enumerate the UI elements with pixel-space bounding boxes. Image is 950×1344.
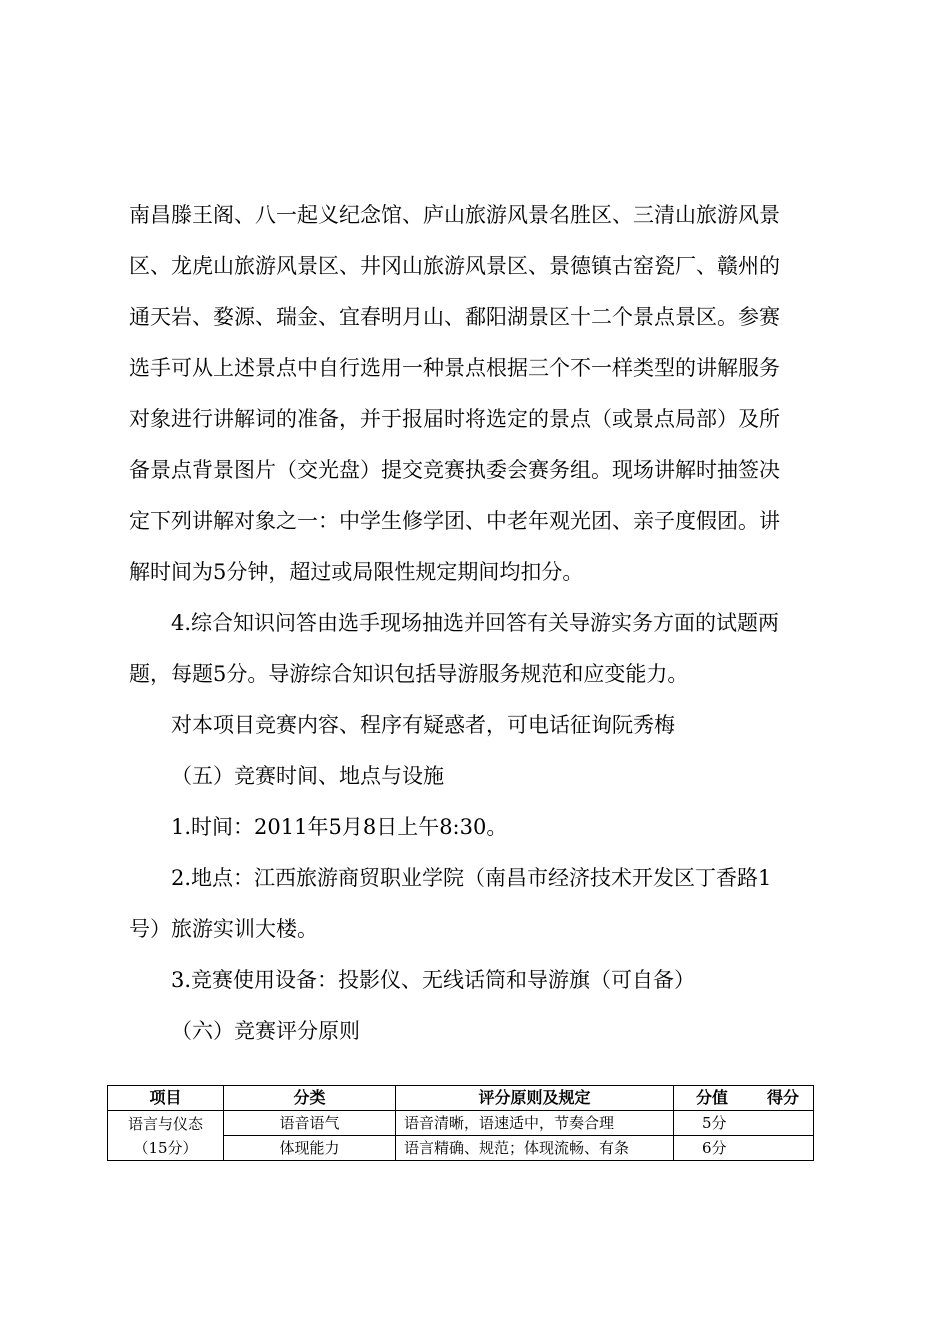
row-score: 5分: [674, 1111, 814, 1136]
text-line: 题，每题5分。导游综合知识包括导游服务规范和应变能力。: [129, 662, 689, 686]
text-line: 通天岩、婺源、瑞金、宜春明月山、鄱阳湖景区十二个景点景区。参赛: [129, 305, 780, 329]
scoring-table: [107, 1085, 814, 1161]
row-criteria: 语音清晰，语速适中，节奏合理: [396, 1111, 674, 1136]
paragraph-knowledge-qa: [129, 598, 829, 700]
text-line: 备景点背景图片（交光盘）提交竞赛执委会赛务组。现场讲解时抽签决: [129, 458, 780, 482]
text-line: 南昌滕王阁、八一起义纪念馆、庐山旅游风景名胜区、三清山旅游风景: [129, 203, 780, 227]
equipment-line: 3.竞赛使用设备：投影仪、无线话筒和导游旗（可自备）: [171, 968, 696, 992]
contact-text: 对本项目竞赛内容、程序有疑惑者，可电话征询阮秀梅: [171, 713, 675, 737]
row-category: 语音语气: [224, 1111, 396, 1136]
text-line: 选手可从上述景点中自行选用一种景点根据三个不一样类型的讲解服务: [129, 356, 780, 380]
place-line: 2.地点：江西旅游商贸职业学院（南昌市经济技术开发区丁香路1: [171, 866, 772, 890]
section-6: [129, 1006, 829, 1057]
row-score: 6分: [674, 1136, 814, 1161]
table-header-row: [108, 1086, 814, 1111]
text-line: 定下列讲解对象之一：中学生修学团、中老年观光团、亲子度假团。讲: [129, 509, 780, 533]
text-line: 解时间为5分钟，超过或局限性规定期间均扣分。: [129, 560, 584, 584]
row-category: 体现能力: [224, 1136, 396, 1161]
text-line: 4.综合知识问答由选手现场抽选并回答有关导游实务方面的试题两: [171, 611, 780, 635]
time-line: 1.时间：2011年5月8日上午8:30。: [171, 815, 508, 839]
section-5: [129, 751, 829, 1006]
group-cell: [108, 1111, 224, 1161]
row-criteria: 语言精确、规范；体现流畅、有条: [396, 1136, 674, 1161]
paragraph-scenic-spots: [129, 190, 829, 598]
text-line: 对象进行讲解词的准备，并于报届时将选定的景点（或景点局部）及所: [129, 407, 780, 431]
place-line-cont: 号）旅游实训大楼。: [129, 917, 318, 941]
header-category: 分类: [224, 1086, 396, 1111]
header-earned: 得分: [766, 1088, 799, 1107]
table-row: [108, 1111, 814, 1136]
group-name: 语言与仪态: [127, 1114, 203, 1133]
header-criteria: 评分原则及规定: [396, 1086, 674, 1111]
header-item: 项目: [108, 1086, 224, 1111]
header-score: 分值: [696, 1088, 729, 1107]
text-line: 区、龙虎山旅游风景区、井冈山旅游风景区、景德镇古窑瓷厂、赣州的: [129, 254, 780, 278]
section-heading: （六）竞赛评分原则: [171, 1019, 360, 1043]
paragraph-contact: [129, 700, 829, 751]
header-score-earned: [674, 1086, 814, 1111]
group-points: （15分）: [133, 1138, 198, 1157]
section-heading: （五）竞赛时间、地点与设施: [171, 764, 444, 788]
